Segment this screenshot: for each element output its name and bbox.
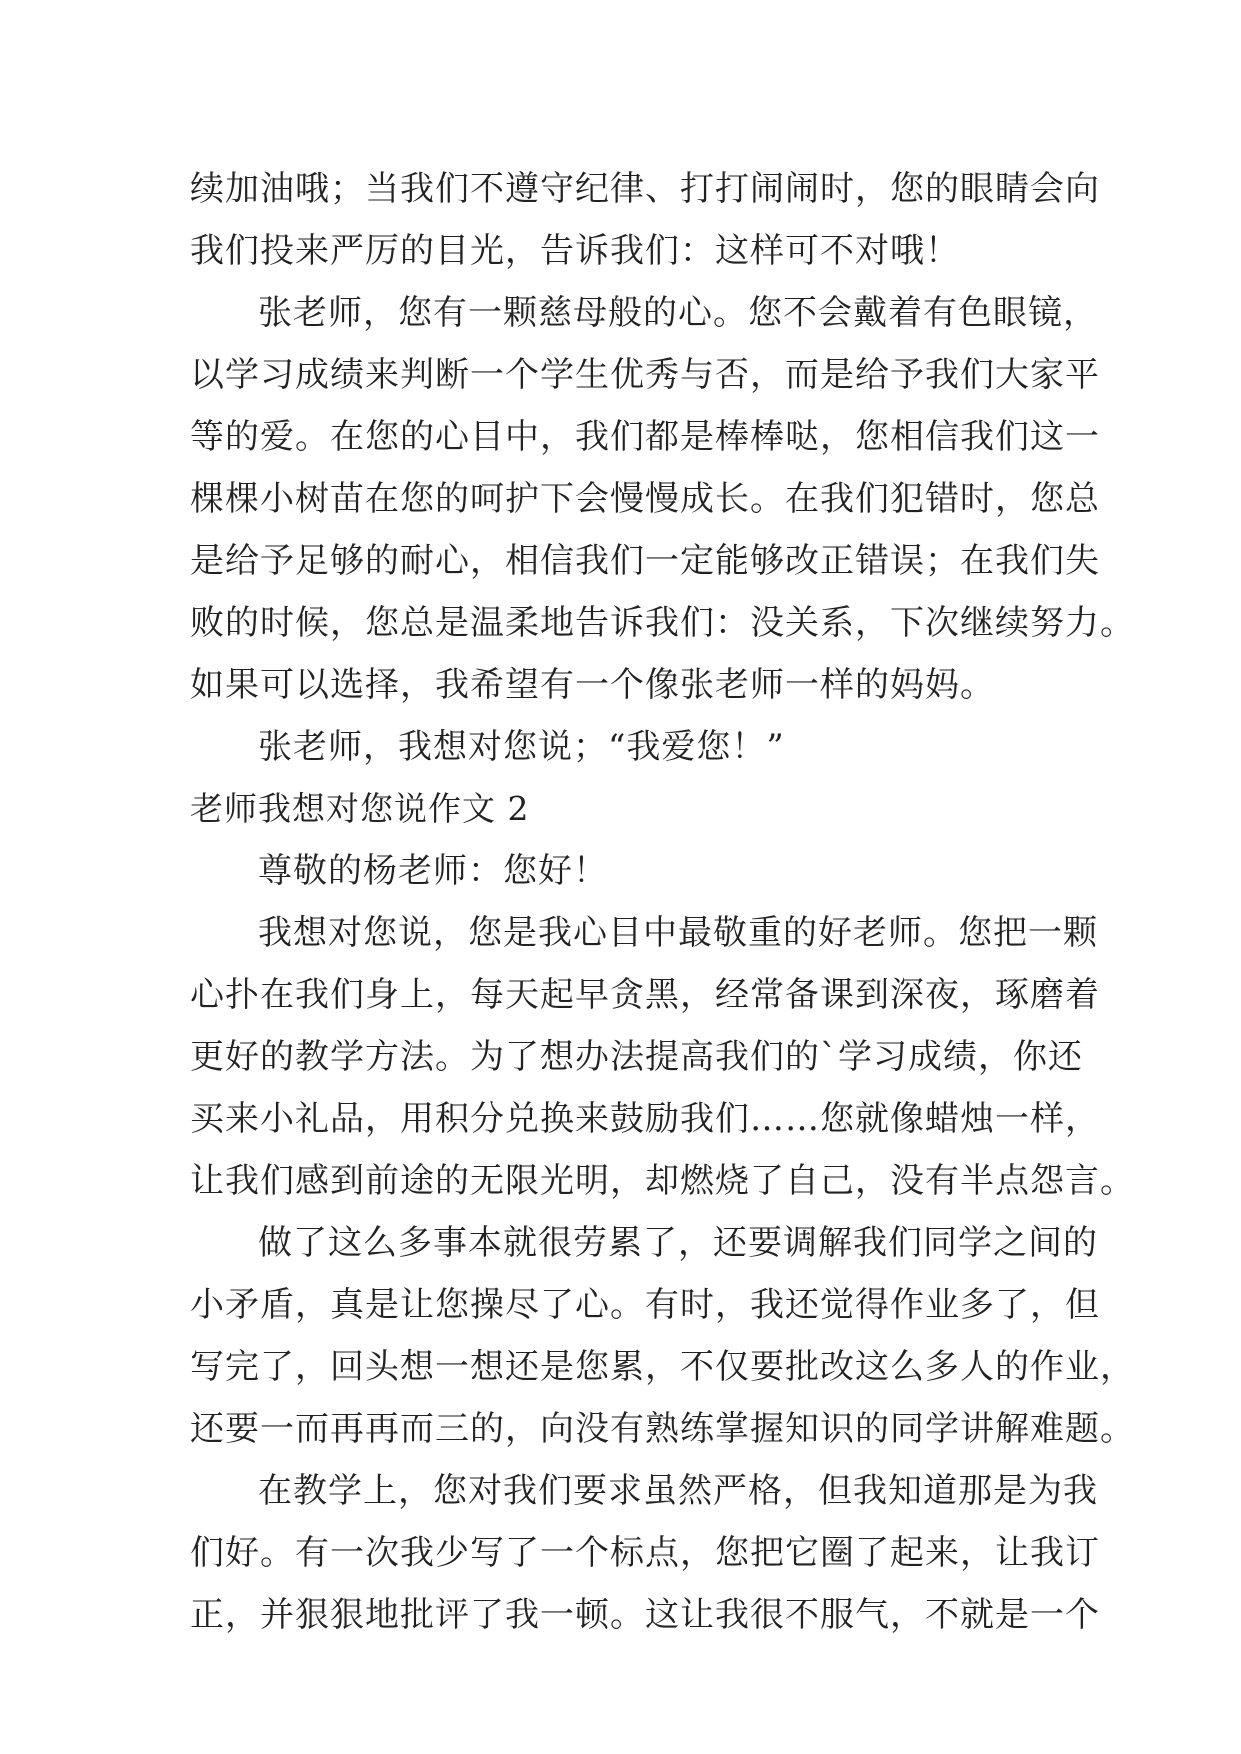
text-line: 我想对您说，您是我心目中最敬重的好老师。您把一颗	[258, 913, 1098, 953]
text-line: 续加油哦；当我们不遵守纪律、打打闹闹时，您的眼睛会向	[190, 169, 1100, 209]
paragraph	[190, 902, 1135, 1212]
text-line: 做了这么多事本就很劳累了，还要调解我们同学之间的	[258, 1223, 1098, 1263]
greeting	[190, 840, 1052, 902]
text-line: 还要一而再再而三的，向没有熟练掌握知识的同学讲解难题。	[190, 1409, 1135, 1449]
text-line: 张老师，我想对您说；“我爱您！”	[258, 727, 785, 767]
text-line: 尊敬的杨老师：您好！	[258, 851, 608, 891]
essay-title: 老师我想对您说作文 2	[190, 789, 530, 828]
text-line: 更好的教学方法。为了想办法提高我们的`学习成绩，你还	[190, 1037, 1083, 1077]
paragraph	[190, 716, 1052, 778]
text-line: 棵棵小树苗在您的呵护下会慢慢成长。在我们犯错时，您总	[190, 479, 1100, 519]
paragraph	[190, 1460, 1100, 1646]
text-line: 是给予足够的耐心，相信我们一定能够改正错误；在我们失	[190, 541, 1100, 581]
text-line: 买来小礼品，用积分兑换来鼓励我们……您就像蜡烛一样，	[190, 1099, 1100, 1139]
paragraph	[190, 282, 1135, 716]
text-line: 张老师，您有一颗慈母般的心。您不会戴着有色眼镜，	[258, 293, 1098, 333]
text-line: 等的爱。在您的心目中，我们都是棒棒哒，您相信我们这一	[190, 417, 1100, 457]
paragraph-continuation	[190, 158, 1100, 282]
text-line: 如果可以选择，我希望有一个像张老师一样的妈妈。	[190, 665, 995, 705]
document-page	[190, 158, 1135, 1646]
text-line: 正，并狠狠地批评了我一顿。这让我很不服气，不就是一个	[190, 1595, 1100, 1635]
text-line: 们好。有一次我少写了一个标点，您把它圈了起来，让我订	[190, 1533, 1100, 1573]
text-line: 我们投来严厉的目光，告诉我们：这样可不对哦！	[190, 231, 960, 271]
text-line: 以学习成绩来判断一个学生优秀与否，而是给予我们大家平	[190, 355, 1100, 395]
text-line: 写完了，回头想一想还是您累，不仅要批改这么多人的作业，	[190, 1347, 1135, 1387]
text-line: 败的时候，您总是温柔地告诉我们：没关系，下次继续努力。	[190, 603, 1135, 643]
paragraph	[190, 1212, 1135, 1460]
text-line: 小矛盾，真是让您操尽了心。有时，我还觉得作业多了，但	[190, 1285, 1100, 1325]
text-line: 心扑在我们身上，每天起早贪黑，经常备课到深夜，琢磨着	[190, 975, 1100, 1015]
text-line: 在教学上，您对我们要求虽然严格，但我知道那是为我	[258, 1471, 1098, 1511]
essay-heading	[190, 778, 1052, 840]
text-line: 让我们感到前途的无限光明，却燃烧了自己，没有半点怨言。	[190, 1161, 1135, 1201]
